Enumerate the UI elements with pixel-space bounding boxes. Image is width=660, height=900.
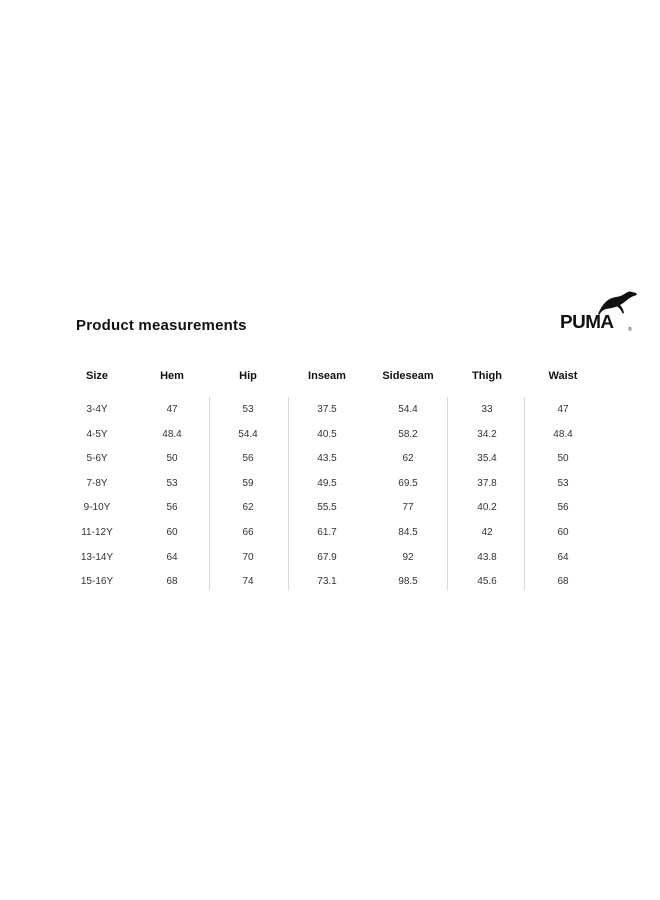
measurement-cell: 35.4: [477, 453, 497, 465]
measurement-cell: 42: [481, 527, 493, 538]
measurement-cell: 54.4: [398, 404, 418, 415]
column-header-hem: Hem: [160, 370, 184, 382]
measurement-cell: 49.5: [317, 477, 337, 489]
registered-mark: ®: [628, 327, 632, 333]
measurement-cell: 60: [166, 527, 178, 538]
page-title: Product measurements: [76, 317, 247, 334]
measurement-cell: 70: [242, 551, 254, 563]
measurement-cell: 53: [166, 477, 178, 489]
size-label: 13-14Y: [80, 551, 114, 563]
measurement-cell: 37.5: [317, 404, 337, 415]
size-label: 9-10Y: [83, 502, 111, 514]
measurement-cell: 84.5: [398, 527, 418, 538]
column-divider: [524, 397, 525, 590]
column-divider: [209, 397, 210, 590]
measurement-cell: 56: [242, 453, 254, 465]
column-header-sideseam: Sideseam: [382, 370, 434, 382]
measurement-cell: 40.5: [317, 428, 337, 440]
size-label: 15-16Y: [80, 576, 114, 588]
measurement-cell: 98.5: [398, 576, 418, 588]
brand-wordmark: PUMA: [560, 312, 614, 332]
measurement-cell: 77: [402, 502, 414, 514]
measurement-cell: 69.5: [398, 477, 418, 489]
measurement-cell: 67.9: [317, 551, 337, 563]
column-header-size: Size: [85, 370, 109, 382]
measurement-cell: 55.5: [317, 502, 337, 514]
measurement-cell: 43.8: [477, 551, 497, 563]
measurement-cell: 47: [557, 404, 569, 415]
column-divider: [288, 397, 289, 590]
column-header-waist: Waist: [548, 370, 578, 382]
measurement-cell: 92: [402, 551, 414, 563]
size-label: 3-4Y: [86, 404, 108, 415]
measurement-cell: 50: [557, 453, 569, 465]
measurement-cell: 48.4: [553, 428, 573, 440]
measurement-cell: 74: [242, 576, 254, 588]
measurement-cell: 48.4: [162, 428, 182, 440]
measurement-cell: 58.2: [398, 428, 418, 440]
measurement-cell: 43.5: [317, 453, 337, 465]
measurement-cell: 73.1: [317, 576, 337, 588]
size-label: 11-12Y: [81, 527, 113, 538]
measurement-cell: 62: [242, 502, 254, 514]
measurement-cell: 61.7: [317, 527, 337, 538]
measurement-cell: 47: [166, 404, 178, 415]
measurement-cell: 37.8: [477, 477, 497, 489]
measurement-cell: 50: [166, 453, 178, 465]
measurement-cell: 62: [402, 453, 414, 465]
measurement-cell: 45.6: [477, 576, 497, 588]
measurement-cell: 64: [166, 551, 178, 563]
size-label: 7-8Y: [86, 477, 108, 489]
column-header-hip: Hip: [239, 370, 257, 382]
measurement-cell: 66: [242, 527, 254, 538]
size-label: 4-5Y: [86, 428, 108, 440]
column-header-thigh: Thigh: [472, 370, 502, 382]
measurement-cell: 34.2: [477, 428, 497, 440]
size-label: 5-6Y: [86, 453, 108, 465]
measurement-cell: 59: [242, 477, 254, 489]
measurement-cell: 53: [557, 477, 569, 489]
measurement-cell: 68: [557, 576, 569, 588]
measurement-cell: 54.4: [238, 428, 258, 440]
measurement-cell: 56: [557, 502, 569, 514]
measurement-cell: 40.2: [477, 502, 497, 514]
measurement-cell: 56: [166, 502, 178, 514]
measurement-cell: 68: [166, 576, 178, 588]
column-header-inseam: Inseam: [308, 370, 346, 382]
measurement-cell: 53: [242, 404, 254, 415]
measurement-cell: 33: [481, 404, 493, 415]
measurement-cell: 64: [557, 551, 569, 563]
measurement-cell: 60: [557, 527, 569, 538]
column-divider: [447, 397, 448, 590]
